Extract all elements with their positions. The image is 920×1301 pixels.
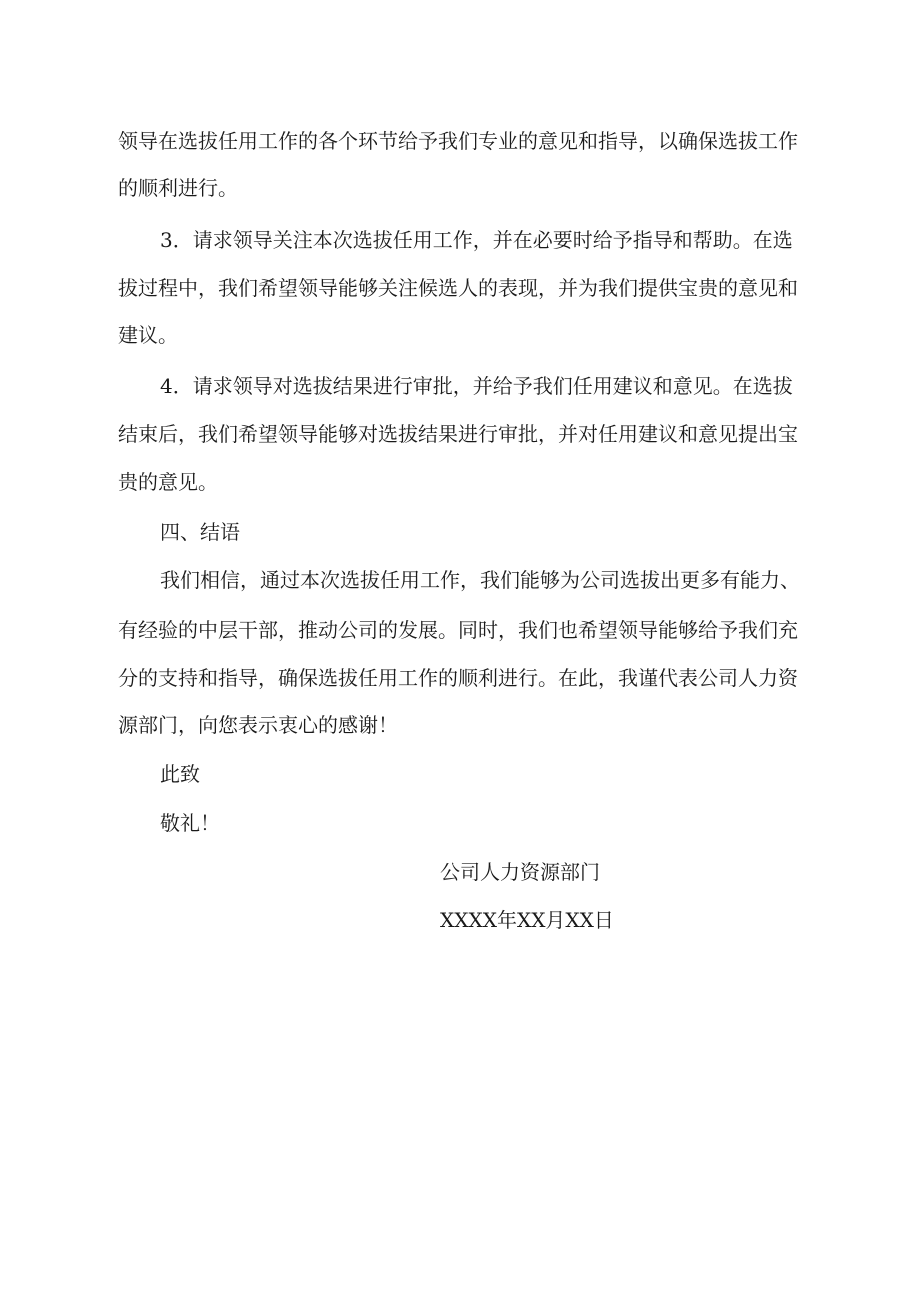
signature-department: 公司人力资源部门 (440, 860, 600, 884)
paragraph-line: 有经验的中层干部，推动公司的发展。同时，我们也希望领导能够给予我们充 (118, 618, 798, 642)
paragraph-line: 4．请求领导对选拔结果进行审批，并给予我们任用建议和意见。在选拔 (160, 374, 793, 398)
paragraph-line: 贵的意见。 (118, 470, 218, 494)
paragraph-line: 建议。 (118, 323, 178, 347)
closing-salutation: 此致 (160, 762, 200, 786)
paragraph-line: 3．请求领导关注本次选拔任用工作，并在必要时给予指导和帮助。在选 (160, 228, 793, 252)
paragraph-line: 分的支持和指导，确保选拔任用工作的顺利进行。在此，我谨代表公司人力资 (118, 666, 798, 690)
signature-date: XXXX年XX月XX日 (440, 908, 614, 932)
paragraph-line: 拔过程中，我们希望领导能够关注候选人的表现，并为我们提供宝贵的意见和 (118, 276, 798, 300)
paragraph-line: 结束后，我们希望领导能够对选拔结果进行审批，并对任用建议和意见提出宝 (118, 422, 798, 446)
paragraph-line: 领导在选拔任用工作的各个环节给予我们专业的意见和指导，以确保选拔工作 (118, 129, 798, 153)
section-heading: 四、结语 (160, 520, 240, 544)
paragraph-line: 我们相信，通过本次选拔任用工作，我们能够为公司选拔出更多有能力、 (160, 568, 800, 592)
paragraph-line: 源部门，向您表示衷心的感谢！ (118, 713, 398, 737)
paragraph-line: 的顺利进行。 (118, 176, 238, 200)
closing-regards: 敬礼！ (160, 811, 220, 835)
